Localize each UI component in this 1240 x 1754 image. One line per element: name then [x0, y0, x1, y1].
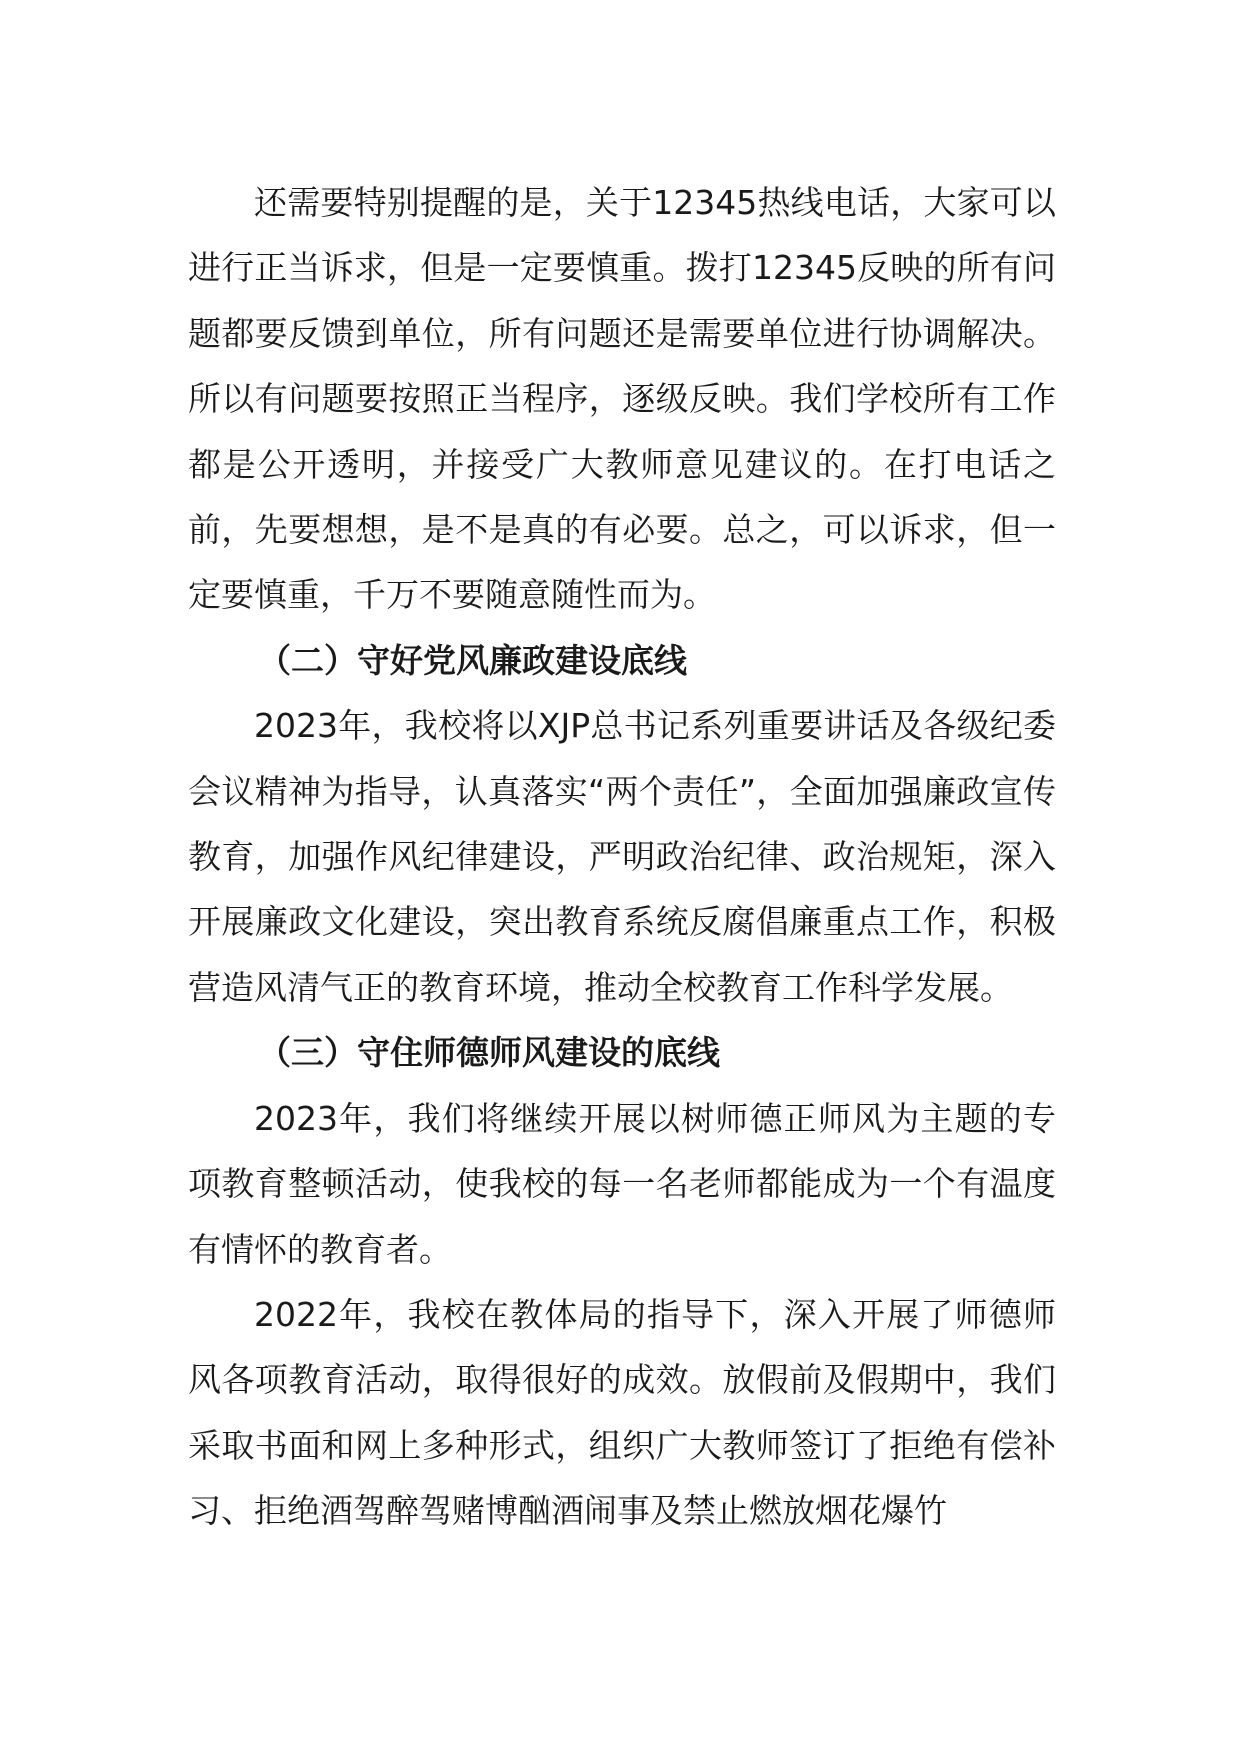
document-body	[188, 170, 1056, 1544]
paragraph-ethics-2023: 2023年，我们将继续开展以树师德正师风为主题的专项教育整顿活动，使我校的每一名老师都能成为一个有温度有情怀的教育者。	[188, 1098, 1056, 1269]
section-heading-2: （二）守好党风廉政建设底线	[258, 640, 687, 680]
paragraph-integrity-2023: 2023年，我校将以XJP总书记系列重要讲话及各级纪委会议精神为指导，认真落实“两个责任”，全面加强廉政宣传教育，加强作风纪律建设，严明政治纪律、政治规矩，深入开展廉政文化建设，突出教育系统反腐倡廉重点工作，积极营造风清气正的教育环境，推动全校教育工作科学发展。	[188, 706, 1056, 1007]
paragraph-ethics-2022: 2022年，我校在教体局的指导下，深入开展了师德师风各项教育活动，取得很好的成效。放假前及假期中，我们采取书面和网上多种形式，组织广大教师签订了拒绝有偿补习、拒绝酒驾醉驾赌博酗酒闹事及禁止燃放烟花爆竹	[188, 1294, 1056, 1531]
section-heading-3: （三）守住师德师风建设的底线	[258, 1033, 720, 1073]
paragraph-hotline-reminder: 还需要特别提醒的是，关于12345热线电话，大家可以进行正当诉求，但是一定要慎重。拨打12345反映的所有问题都要反馈到单位，所有问题还是需要单位进行协调解决。所以有问题要按照正当程序，逐级反映。我们学校所有工作都是公开透明，并接受广大教师意见建议的。在打电话之前，先要想想，是不是真的有必要。总之，可以诉求，但一定要慎重，千万不要随意随性而为。	[188, 183, 1056, 615]
